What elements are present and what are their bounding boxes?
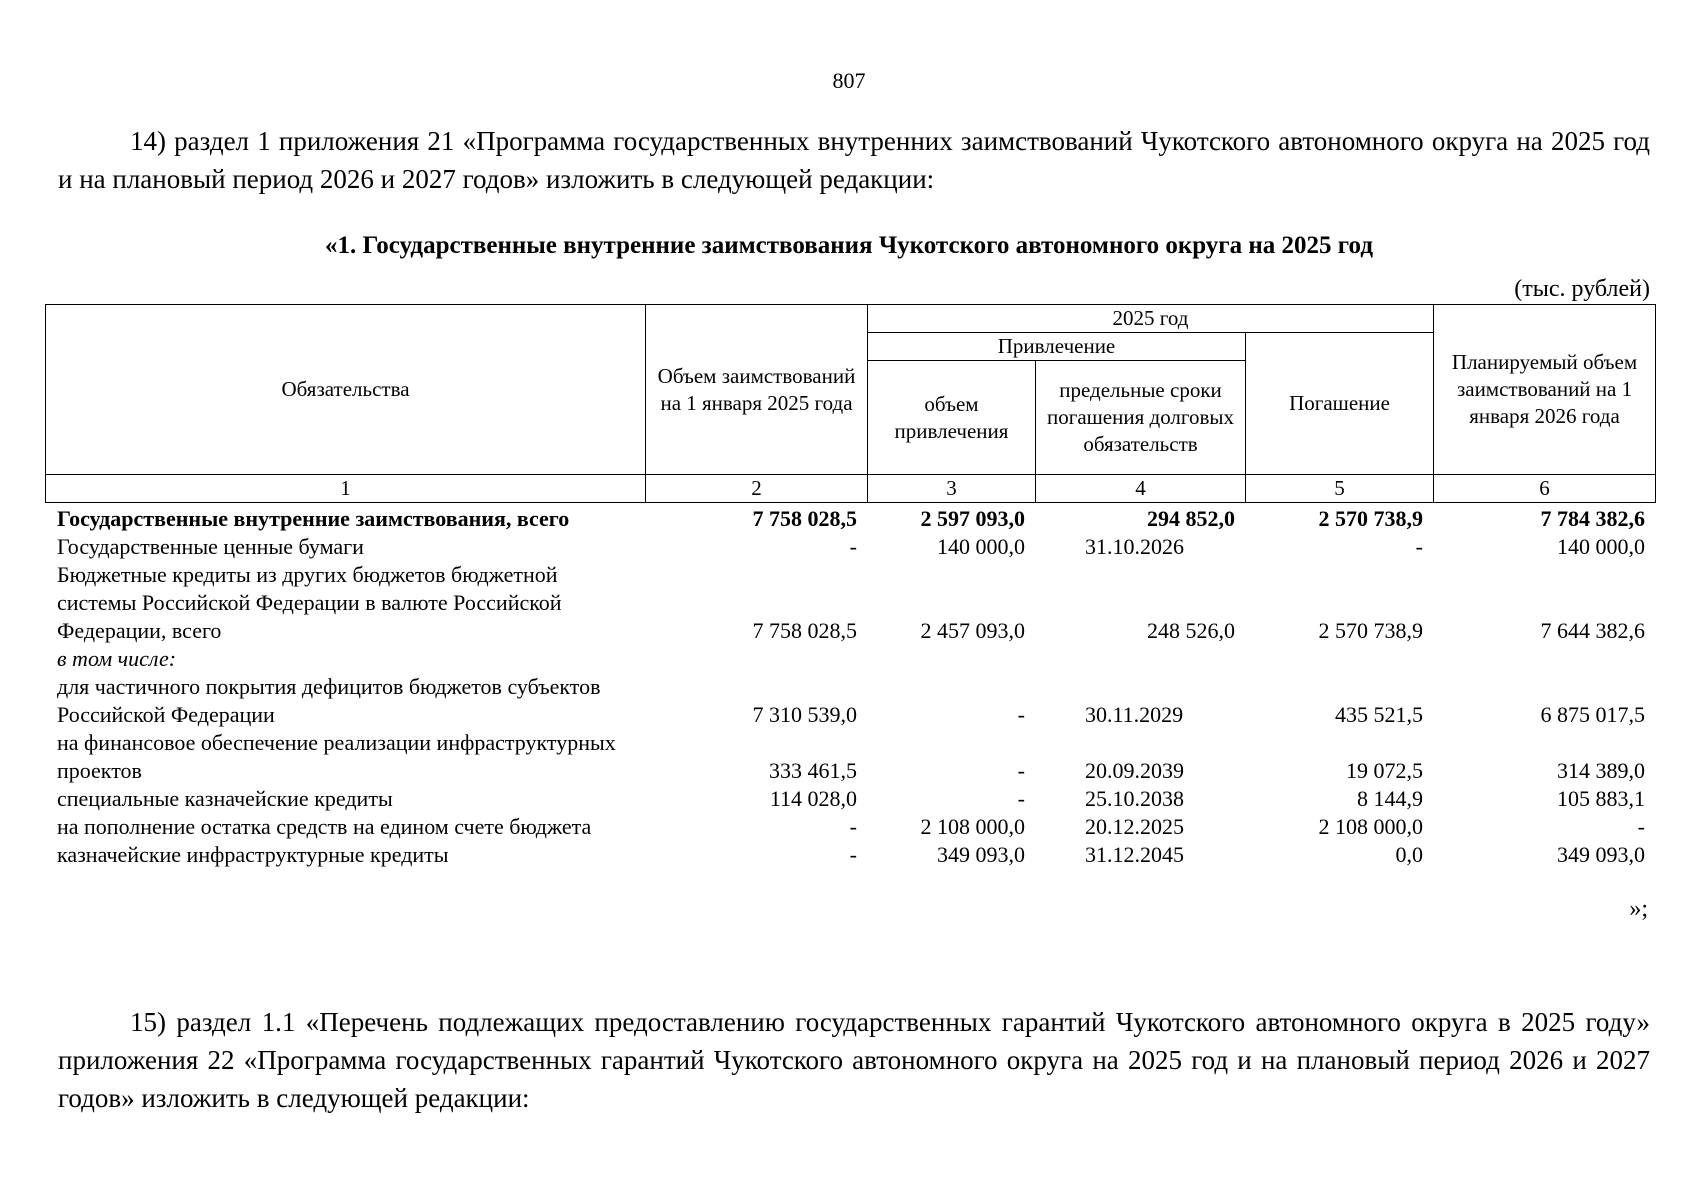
cell-volume-start: -	[849, 814, 857, 839]
cell-attraction-volume: -	[1017, 702, 1025, 727]
cell-max-terms: 30.11.2029	[1085, 702, 1184, 727]
row-name: казначейские инфраструктурные кредиты	[57, 842, 449, 867]
cell-planned-volume: 349 093,0	[1557, 842, 1645, 867]
cell-max-terms: 248 526,0	[1147, 618, 1235, 643]
closing-quote: »;	[1629, 896, 1648, 922]
header-planned-volume: Планируемый объем заимствований на 1 января 2026 года	[1434, 305, 1656, 475]
cell-repayment: 435 521,5	[1335, 702, 1423, 727]
header-attraction-volume: объем привлечения	[868, 361, 1036, 475]
table-row	[45, 561, 1655, 645]
cell-max-terms: 25.10.2038	[1085, 786, 1184, 811]
table-row	[45, 673, 1655, 729]
header-repayment: Погашение	[1246, 333, 1434, 475]
column-number: 2	[646, 475, 868, 503]
row-name: Государственные внутренние заимствования, всего	[57, 506, 570, 531]
cell-repayment: -	[1415, 534, 1423, 559]
cell-planned-volume: 314 389,0	[1557, 758, 1645, 783]
page-number: 807	[832, 68, 866, 93]
table-body	[45, 505, 1655, 869]
table-row	[45, 533, 1655, 561]
cell-volume-start: -	[849, 534, 857, 559]
cell-max-terms: 294 852,0	[1147, 506, 1235, 531]
section-title: «1. Государственные внутренние заимствования Чукотского автономного округа на 2025 год	[325, 232, 1373, 259]
cell-max-terms	[1035, 645, 1245, 673]
row-name: Бюджетные кредиты из других бюджетов бюджетной системы Российской Федерации в валюте Российской Федерации, всего	[57, 562, 562, 643]
table-row	[45, 505, 1655, 533]
cell-attraction-volume: 2 457 093,0	[920, 618, 1025, 643]
cell-attraction-volume	[867, 645, 1035, 673]
cell-planned-volume: 6 875 017,5	[1540, 702, 1645, 727]
cell-planned-volume: 7 644 382,6	[1540, 618, 1645, 643]
cell-attraction-volume: -	[1017, 758, 1025, 783]
row-name: для частичного покрытия дефицитов бюджетов субъектов Российской Федерации	[57, 674, 601, 727]
cell-repayment: 2 570 738,9	[1318, 618, 1423, 643]
cell-repayment: 0,0	[1395, 842, 1423, 867]
table-row	[45, 645, 1655, 673]
table-row	[45, 813, 1655, 841]
cell-attraction-volume: 349 093,0	[937, 842, 1025, 867]
paragraph-15: 15) раздел 1.1 «Перечень подлежащих предоставлению государственных гарантий Чукотского автономного округа в 2025 году» приложения 22 «Программа государственных гарантий Чукотского автономного округа на 2025 год и на плановый период 2026 и 2027 годов» изложить в следующей редакции:	[58, 1007, 1650, 1113]
cell-planned-volume: -	[1637, 814, 1645, 839]
cell-volume-start: 7 758 028,5	[752, 506, 857, 531]
cell-repayment: 2 570 738,9	[1318, 506, 1423, 531]
cell-volume-start: 7 758 028,5	[752, 618, 857, 643]
cell-attraction-volume: 140 000,0	[937, 534, 1025, 559]
cell-planned-volume: 140 000,0	[1557, 534, 1645, 559]
table-row	[45, 729, 1655, 785]
row-name: на пополнение остатка средств на едином счете бюджета	[57, 814, 592, 839]
row-name: специальные казначейские кредиты	[57, 786, 393, 811]
cell-repayment: 2 108 000,0	[1318, 814, 1423, 839]
cell-volume-start: 333 461,5	[769, 758, 857, 783]
column-number: 6	[1434, 475, 1656, 503]
cell-volume-start: 114 028,0	[769, 786, 857, 811]
header-obligations: Обязательства	[46, 305, 646, 475]
cell-planned-volume: 105 883,1	[1557, 786, 1645, 811]
cell-volume-start: -	[849, 842, 857, 867]
header-year: 2025 год	[868, 305, 1434, 333]
cell-planned-volume: 7 784 382,6	[1540, 506, 1645, 531]
cell-repayment	[1245, 645, 1433, 673]
cell-max-terms: 31.10.2026	[1085, 534, 1184, 559]
table-row	[45, 785, 1655, 813]
column-number: 3	[868, 475, 1036, 503]
column-number: 5	[1246, 475, 1434, 503]
row-name: на финансовое обеспечение реализации инфраструктурных проектов	[57, 730, 616, 783]
row-name: в том числе:	[57, 646, 177, 671]
column-number: 4	[1036, 475, 1246, 503]
header-max-terms: предельные сроки погашения долговых обязательств	[1036, 361, 1246, 475]
cell-attraction-volume: 2 597 093,0	[920, 506, 1025, 531]
table-row	[45, 841, 1655, 869]
cell-volume-start: 7 310 539,0	[752, 702, 857, 727]
cell-repayment: 19 072,5	[1346, 758, 1423, 783]
cell-max-terms: 31.12.2045	[1085, 842, 1184, 867]
header-attraction: Привлечение	[868, 333, 1246, 361]
paragraph-14: 14) раздел 1 приложения 21 «Программа государственных внутренних заимствований Чукотского автономного округа на 2025 год и на плановый период 2026 и 2027 годов» изложить в следующей редакции:	[58, 126, 1650, 194]
cell-repayment: 8 144,9	[1357, 786, 1423, 811]
cell-volume-start	[645, 645, 867, 673]
cell-max-terms: 20.12.2025	[1085, 814, 1184, 839]
cell-max-terms: 20.09.2039	[1085, 758, 1184, 783]
unit-note: (тыс. рублей)	[1514, 276, 1650, 302]
cell-attraction-volume: 2 108 000,0	[920, 814, 1025, 839]
header-volume-start: Объем заимствований на 1 января 2025 года	[646, 305, 868, 475]
cell-planned-volume	[1433, 645, 1655, 673]
cell-attraction-volume: -	[1017, 786, 1025, 811]
column-number: 1	[46, 475, 646, 503]
table-header	[45, 304, 1656, 503]
row-name: Государственные ценные бумаги	[57, 534, 364, 559]
